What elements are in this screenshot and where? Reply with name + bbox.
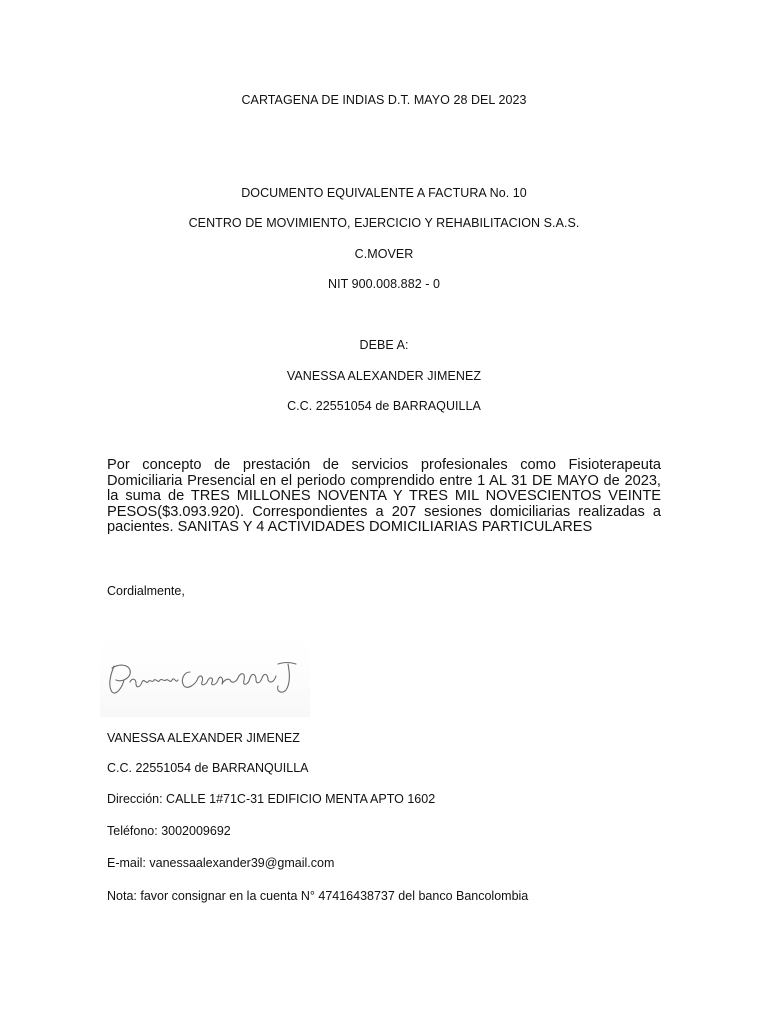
company-nit: NIT 900.008.882 - 0 xyxy=(328,277,440,291)
debtor-name: VANESSA ALEXANDER JIMENEZ xyxy=(286,369,482,383)
signer-address: Dirección: CALLE 1#71C-31 EDIFICIO MENTA APTO 1602 xyxy=(107,792,436,806)
handwritten-signature-icon xyxy=(100,622,310,717)
company-name: CENTRO DE MOVIMIENTO, EJERCICIO Y REHABILITACION S.A.S. xyxy=(188,216,580,230)
place-date: CARTAGENA DE INDIAS D.T. MAYO 28 DEL 2023 xyxy=(241,93,527,107)
signer-id: C.C. 22551054 de BARRANQUILLA xyxy=(107,761,309,775)
signer-name: VANESSA ALEXANDER JIMENEZ xyxy=(107,731,300,745)
debe-a-label: DEBE A: xyxy=(359,338,409,352)
signer-email: E-mail: vanessaalexander39@gmail.com xyxy=(107,856,335,870)
signer-phone: Teléfono: 3002009692 xyxy=(107,824,231,838)
salutation: Cordialmente, xyxy=(107,584,185,598)
debtor-id: C.C. 22551054 de BARRAQUILLA xyxy=(287,399,481,413)
document-title: DOCUMENTO EQUIVALENTE A FACTURA No. 10 xyxy=(241,186,527,200)
concept-paragraph: Por concepto de prestación de servicios profesionales como Fisioterapeuta Domiciliaria Presencial en el periodo comprendido entre 1 AL 31 DE MAYO de 2023, la suma de TRES MILLONES NOVENTA Y TRES MIL NOVESCIENTOS VEINTE PESOS($3.093.920). Correspondientes a 207 sesiones domiciliarias realizadas a pacientes. SANITAS Y 4 ACTIVIDADES DOMICILIARIAS PARTICULARES xyxy=(107,457,661,536)
payment-note: Nota: favor consignar en la cuenta N° 47416438737 del banco Bancolombia xyxy=(107,889,529,903)
company-short-name: C.MOVER xyxy=(354,247,414,261)
